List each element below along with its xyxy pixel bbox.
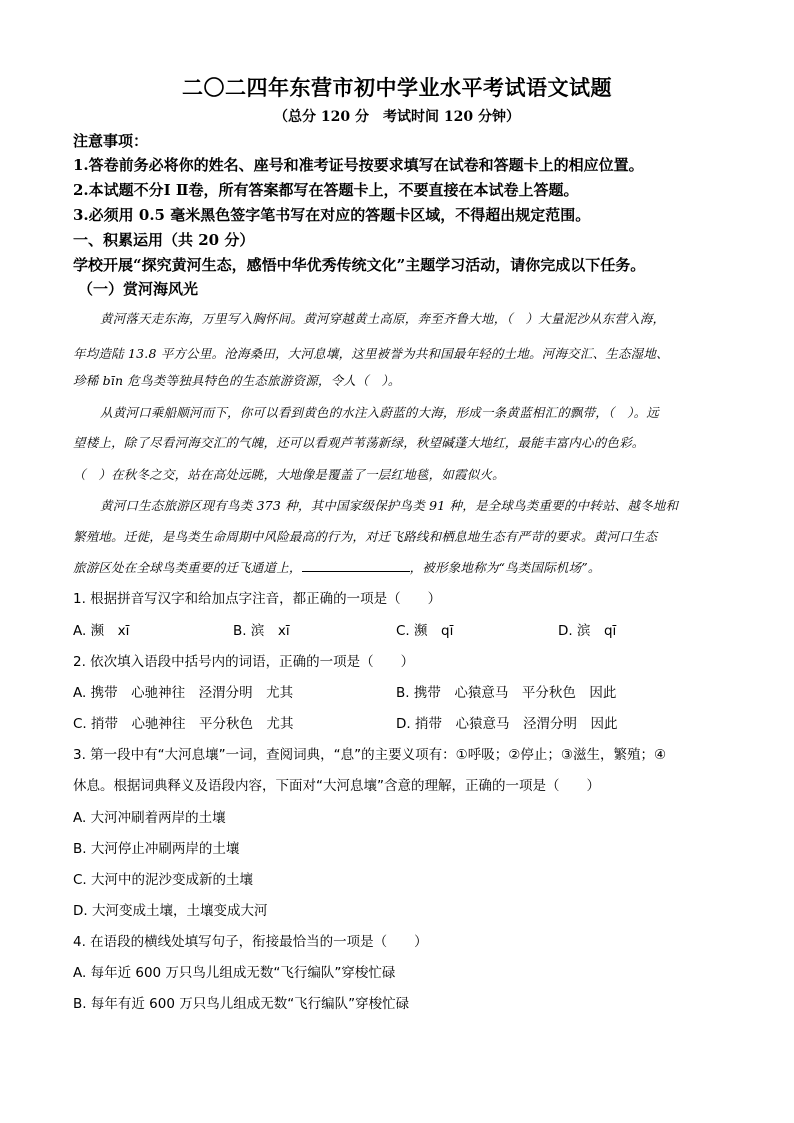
notice-heading: 注意事项： bbox=[73, 132, 149, 150]
passage-line-with-blank bbox=[73, 558, 601, 576]
notice-item: 2.本试题不分Ⅰ Ⅱ卷，所有答案都写在答题卡上，不要直接在本试卷上答题。 bbox=[73, 181, 579, 199]
passage-line: （ ）在秋冬之交，站在高处远眺，大地像是覆盖了一层红地毯，如霞似火。 bbox=[73, 467, 505, 482]
passage-line: 黄河落天走东海，万里写入胸怀间。黄河穿越黄土高原，奔至齐鲁大地，（ ）大量泥沙从东营入海， bbox=[100, 311, 666, 326]
question-1-option-a: A. 濒 xī bbox=[73, 623, 130, 639]
fill-blank bbox=[302, 559, 410, 572]
passage-text: 旅游区处在全球鸟类重要的迁飞通道上， bbox=[73, 560, 302, 575]
question-2-stem: 2. 依次填入语段中括号内的词语，正确的一项是（ ） bbox=[73, 654, 415, 670]
question-3-option-b: B. 大河停止冲刷两岸的土壤 bbox=[73, 841, 240, 857]
question-4-option-b: B. 每年有近 600 万只鸟儿组成无数“飞行编队”穿梭忙碌 bbox=[73, 996, 410, 1012]
question-3-option-d: D. 大河变成土壤，土壤变成大河 bbox=[73, 903, 268, 919]
question-2-option-b: B. 携带 心猿意马 平分秋色 因此 bbox=[396, 685, 617, 701]
question-4-stem: 4. 在语段的横线处填写句子，衔接最恰当的一项是（ ） bbox=[73, 934, 428, 950]
passage-line: 望楼上，除了尽看河海交汇的气魄，还可以看观芦苇荡新绿，秋望碱蓬大地红，最能丰富内心的色彩。 bbox=[73, 435, 645, 450]
question-3-stem: 3. 第一段中有“大河息壤”一词，查阅词典，“息”的主要义项有：①呼吸；②停止；③滋生，繁殖；④ bbox=[73, 747, 667, 763]
passage-line: 年均造陆 13.8 平方公里。沧海桑田，大河息壤，这里被誉为共和国最年轻的土地。河海交汇、生态湿地、 bbox=[73, 346, 669, 361]
question-3-stem: 休息。根据词典释义及语段内容，下面对“大河息壤”含意的理解，正确的一项是（ ） bbox=[73, 778, 600, 794]
question-3-option-c: C. 大河中的泥沙变成新的土壤 bbox=[73, 872, 254, 888]
question-3-option-a: A. 大河冲刷着两岸的土壤 bbox=[73, 810, 226, 826]
question-2-option-d: D. 捎带 心猿意马 泾渭分明 因此 bbox=[396, 716, 618, 732]
question-4-option-a: A. 每年近 600 万只鸟儿组成无数“飞行编队”穿梭忙碌 bbox=[73, 965, 396, 981]
part-title: （一）赏河海风光 bbox=[78, 280, 199, 298]
section-intro: 学校开展“探究黄河生态，感悟中华优秀传统文化”主题学习活动，请你完成以下任务。 bbox=[73, 256, 646, 274]
notice-item: 3.必须用 0.5 毫米黑色签字笔书写在对应的答题卡区域，不得超出规定范围。 bbox=[73, 206, 591, 224]
passage-text: ，被形象地称为“鸟类国际机场”。 bbox=[409, 560, 601, 575]
page-title: 二〇二四年东营市初中学业水平考试语文试题 bbox=[182, 75, 612, 100]
passage-line: 繁殖地。迁徙，是鸟类生命周期中风险最高的行为，对迁飞路线和栖息地生态有严苛的要求。黄河口生态 bbox=[73, 529, 658, 544]
question-1-option-c: C. 濒 qī bbox=[396, 623, 454, 639]
passage-line: 珍稀 bīn 危鸟类等独具特色的生态旅游资源，令人（ ）。 bbox=[73, 373, 401, 388]
section-heading: 一、积累运用（共 20 分） bbox=[73, 231, 255, 249]
exam-score-time: （总分 120 分 考试时间 120 分钟） bbox=[274, 109, 520, 125]
question-1-option-b: B. 滨 xī bbox=[233, 623, 290, 639]
notice-item: 1.答卷前务必将你的姓名、座号和准考证号按要求填写在试卷和答题卡上的相应位置。 bbox=[73, 156, 644, 174]
passage-line: 黄河口生态旅游区现有鸟类 373 种，其中国家级保护鸟类 91 种，是全球鸟类重要的中转站、越冬地和 bbox=[100, 498, 679, 513]
question-1-option-d: D. 滨 qī bbox=[558, 623, 617, 639]
passage-line: 从黄河口乘船顺河而下，你可以看到黄色的水注入蔚蓝的大海，形成一条黄蓝相汇的飘带，（ ）。远 bbox=[100, 405, 660, 420]
question-2-option-a: A. 携带 心驰神往 泾渭分明 尤其 bbox=[73, 685, 294, 701]
question-2-option-c: C. 捎带 心驰神往 平分秋色 尤其 bbox=[73, 716, 294, 732]
question-1-stem: 1. 根据拼音写汉字和给加点字注音，都正确的一项是（ ） bbox=[73, 591, 442, 607]
